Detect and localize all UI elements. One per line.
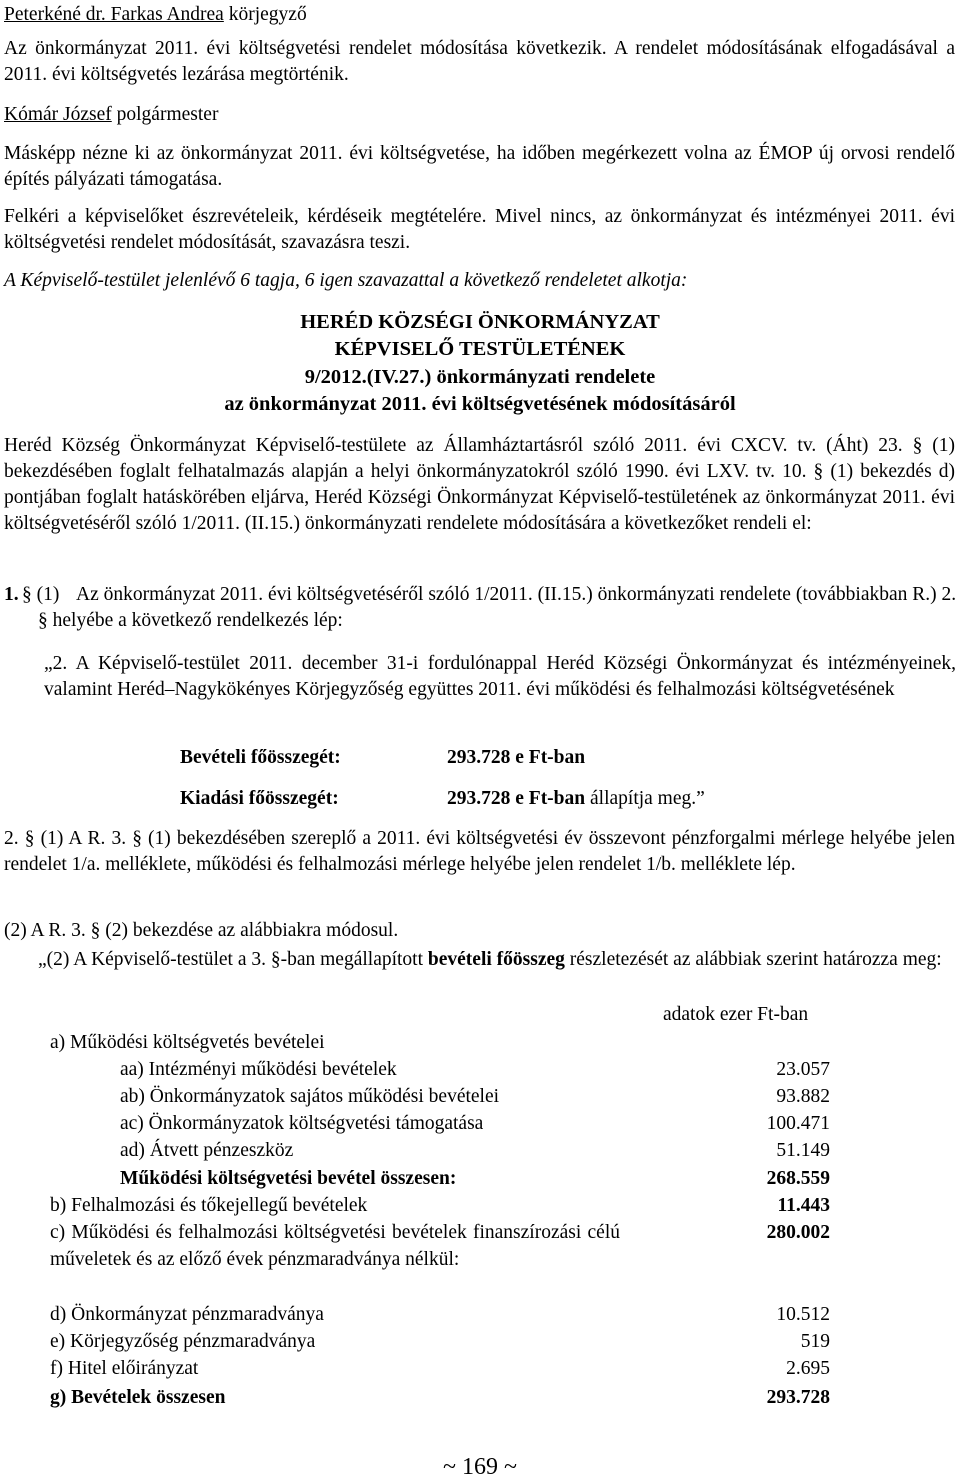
section2-paragraph1: 2. § (1) A R. 3. § (1) bekezdésében szereplő a 2011. évi költségvetési év összevont pénzforgalmi mérlege helyébe jelen rendelet 1/a. melléklete, működési és felhalmozási mérlege helyébe jelen rendelet 1/b. melléklete lép. [4,828,955,875]
row-value: 23.057 [776,1059,830,1080]
expense-total-label: Kiadási főösszegét: [180,788,339,809]
row-value: 51.149 [776,1140,830,1161]
speaker-role: polgármester [116,104,219,125]
revenue-total [447,745,585,771]
quote-text-bold: bevételi főösszeg [427,949,565,970]
table-row [50,1301,840,1328]
table-row [50,1110,840,1137]
row-value: 100.471 [766,1113,830,1134]
table-row-subtotal [50,1165,840,1192]
table-row [50,1056,840,1083]
row-value: 280.002 [766,1222,830,1243]
speaker-heading [4,2,307,28]
row-label: a) Működési költségvetés bevételei [50,1032,325,1053]
quote-text-start: „(2) A Képviselő-testület a 3. §-ban megállapított [38,949,428,970]
regulation-title-line3: 9/2012.(IV.27.) önkormányzati rendelete [304,366,656,388]
section1-paragraph: § (1) [22,584,60,605]
regulation-title-line2: KÉPVISELŐ TESTÜLETÉNEK [334,338,626,360]
expense-total-suffix: állapítja meg.” [585,788,705,809]
row-label: c) Működési és felhalmozási költségvetési bevételek finanszírozási célú műveletek és az előző évek pénzmaradványa nélkül: [50,1222,620,1270]
row-label: Működési költségvetési bevétel összesen: [120,1168,457,1189]
row-label: f) Hitel előirányzat [50,1358,199,1379]
regulation-title-line4: az önkormányzat 2011. évi költségvetésének módosításáról [224,393,736,415]
speaker-name: Kómár József [4,104,112,125]
row-label: ab) Önkormányzatok sajátos működési bevételei [120,1086,500,1107]
vote-statement: A Képviselő-testület jelenlévő 6 tagja, 6 igen szavazattal a következő rendeletet alkotja: [4,270,688,291]
preamble: Heréd Község Önkormányzat Képviselő-testülete az Államháztartásról szóló 2011. évi CXCV. tv. (Áht) 23. § (1) bekezdésében foglalt felhatalmazás alapján a helyi önkormányzatokról szóló 1990. évi LXV. tv. 10. § (1) bekezdés d) pontjában foglalt hatáskörében eljárva, Heréd Községi Önkormányzat Képviselő-testületének az önkormányzat 2011. évi költségvetéséről szóló 1/2011. (II.15.) önkormányzati rendelete módosítására a következőket rendeli el: [4,435,955,534]
table-row [50,1137,840,1164]
table-row [50,1083,840,1110]
row-value: 93.882 [776,1086,830,1107]
speaker-name: Peterkéné dr. Farkas Andrea [4,4,224,25]
table-row [50,1328,840,1355]
row-label: g) Bevételek összesen [50,1387,226,1408]
section2-paragraph2: (2) A R. 3. § (2) bekezdése az alábbiakra módosul. [4,920,399,941]
table-row [50,1219,840,1300]
section1-number: 1. [4,584,19,605]
row-label: aa) Intézményi működési bevételek [120,1059,397,1080]
row-value: 293.728 [766,1387,830,1408]
row-label: b) Felhalmozási és tőkejellegű bevételek [50,1195,368,1216]
quote-revenue-breakdown [38,947,956,973]
expense-total-value: 293.728 e Ft-ban [447,788,586,809]
quote-text-end: részletezését az alábbiak szerint határozza meg: [564,949,942,970]
quote-section2: „2. A Képviselő-testület 2011. december 31-i fordulónappal Heréd Községi Önkormányzat és intézményeinek, valamint Heréd–Nagykökényes Körjegyzőség együttes 2011. évi működési és felhalmozási költségvetésének [44,653,956,700]
row-value: 2.695 [786,1358,830,1379]
table-row-total [50,1384,840,1411]
section1-text: Az önkormányzat 2011. évi költségvetéséről szóló 1/2011. (II.15.) önkormányzati rendelete (továbbiakban R.) 2. § helyébe a következő rendelkezés lép: [38,584,957,631]
unit-note: adatok ezer Ft-ban [663,1004,809,1025]
revenue-total-label: Bevételi főösszegét: [180,747,341,768]
row-value: 11.443 [777,1195,830,1216]
page-number: ~ 169 ~ [443,1454,517,1480]
revenue-total-value: 293.728 e Ft-ban [447,747,586,768]
row-label: ad) Átvett pénzeszköz [120,1140,294,1161]
paragraph-request: Felkéri a képviselőket észrevételeik, kérdéseik megtételére. Mivel nincs, az önkormányzat és intézményei 2011. évi költségvetési rendelet módosítását, szavazásra teszi. [4,206,955,253]
table-row [50,1192,840,1219]
table-row [50,1029,840,1056]
row-value: 519 [800,1331,830,1352]
speaker-heading [4,102,218,128]
paragraph-emop: Másképp nézne ki az önkormányzat 2011. évi költségvetése, ha időben megérkezett volna az ÉMOP új orvosi rendelő építés pályázati támogatása. [4,143,955,190]
expense-total [447,786,705,812]
paragraph-intro: Az önkormányzat 2011. évi költségvetési rendelet módosítása következik. A rendelet módosításának elfogadásával a 2011. évi költségvetés lezárása megtörténik. [4,38,955,85]
table-row [50,1355,840,1382]
row-value: 10.512 [776,1304,830,1325]
row-label: d) Önkormányzat pénzmaradványa [50,1304,324,1325]
regulation-title-line1: HERÉD KÖZSÉGI ÖNKORMÁNYZAT [300,311,660,333]
speaker-role: körjegyző [228,4,307,25]
row-value: 268.559 [766,1168,830,1189]
row-label: ac) Önkormányzatok költségvetési támogatása [120,1113,484,1134]
row-label: e) Körjegyzőség pénzmaradványa [50,1331,316,1352]
